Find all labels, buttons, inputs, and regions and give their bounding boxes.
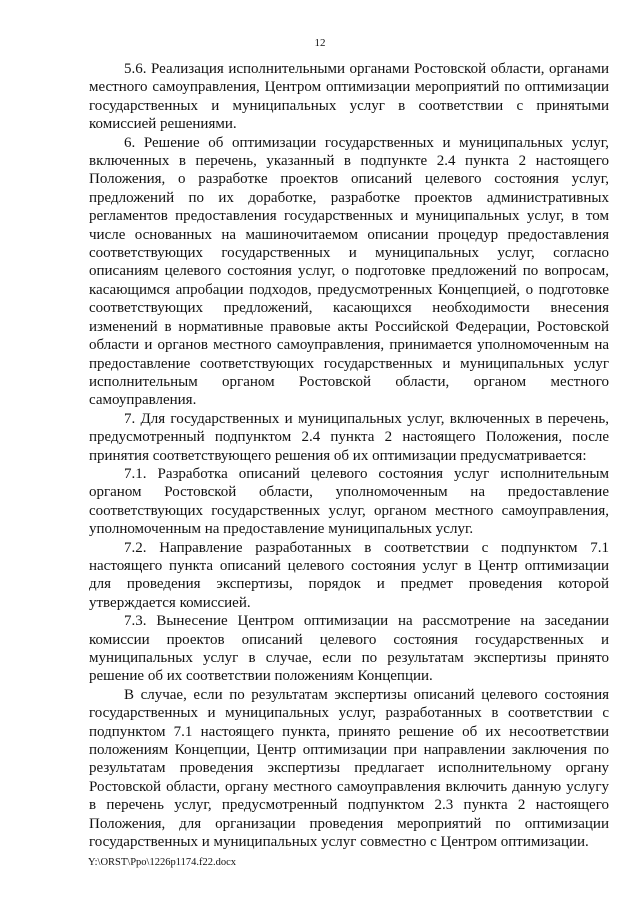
page-number: 12 [314, 37, 326, 49]
paragraph-7-3-case: В случае, если по результатам экспертизы описаний целевого состояния государственных и муниципальных услуг, разработанных в соответствии с подпунктом 7.1 настоящего пункта, принято решение об их несоответствии положениям Концепции, Центр оптимизации при направлении заключения по результатам проведения экспертизы предлагает исполнительному органу Ростовской области, органу местного самоуправления включить данную услугу в перечень услуг, предусмотренный подпунктом 2.3 пункта 2 настоящего Положения, для организации проведения мероприятий по оптимизации государственных и муниципальных услуг совместно с Центром оптимизации. [89, 686, 609, 851]
paragraph-7-3: 7.3. Вынесение Центром оптимизации на рассмотрение на заседании комиссии проектов описаний целевого состояния государственных и муниципальных услуг в случае, если по результатам экспертизы принято решение об их соответствии положениям Концепции. [89, 613, 609, 685]
paragraph-7-1: 7.1. Разработка описаний целевого состояния услуг исполнительным органом Ростовской области, уполномоченным на предоставление соответствующих государственных услуг, органом местного самоуправления, уполномоченным на предоставление муниципальных услуг. [89, 465, 609, 538]
footer-file-path: Y:\ORST\Ppo\1226p1174.f22.docx [88, 857, 236, 868]
paragraph-6: 6. Решение об оптимизации государственных и муниципальных услуг, включенных в перечень, указанный в подпункте 2.4 пункта 2 настоящего Положения, о разработке проектов описаний целевого состояния услуг, предложений по их доработке, разработке проектов административных регламентов предоставления государственных и муниципальных услуг, в том числе основанных на машиночитаемом описании процедур предоставления соответствующих государственных и муниципальных услуг, согласно описаниям целевого состояния услуг, о подготовке предложений по вопросам, касающимся апробации подходов, предусмотренных Концепцией, о подготовке соответствующих предложений, касающихся необходимости внесения изменений в нормативные правовые акты Российской Федерации, Ростовской области и органов местного самоуправления, принимается уполномоченным на предоставление соответствующих государственных и муниципальных услуг исполнительным органом Ростовской области, органом местного самоуправления. [89, 134, 609, 409]
paragraph-5-6: 5.6. Реализация исполнительными органами Ростовской области, органами местного самоуправления, Центром оптимизации мероприятий по оптимизации государственных и муниципальных услуг в соответствии с принятыми комиссией решениями. [89, 61, 609, 133]
paragraph-7: 7. Для государственных и муниципальных услуг, включенных в перечень, предусмотренный подпунктом 2.4 пункта 2 настоящего Положения, после принятия соответствующего решения об их оптимизации предусматривается: [89, 410, 609, 464]
document-body [89, 60, 609, 851]
paragraph-7-2: 7.2. Направление разработанных в соответствии с подпунктом 7.1 настоящего пункта описаний целевого состояния услуг в Центр оптимизации для проведения экспертизы, порядок и предмет проведения которой утверждается комиссией. [89, 539, 609, 611]
